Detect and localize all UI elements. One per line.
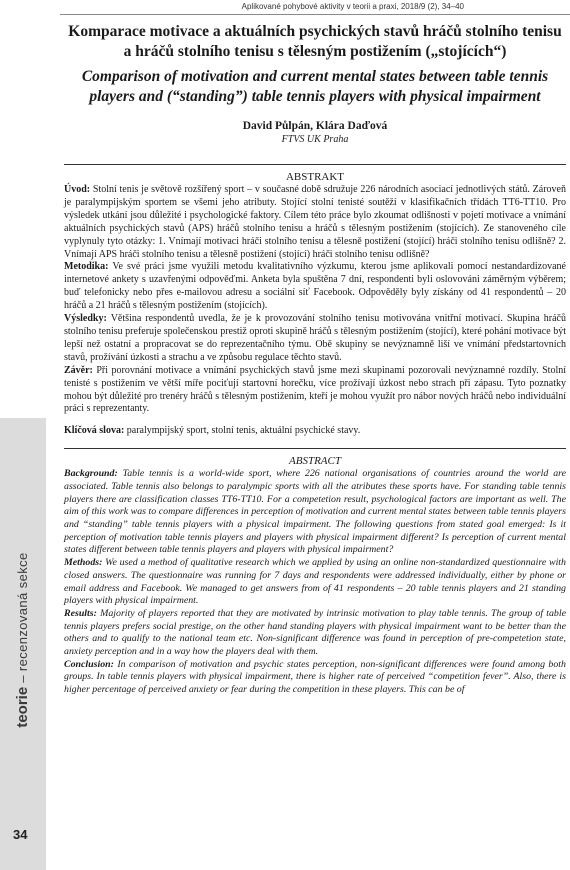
- authors: David Půlpán, Klára Daďová: [242, 120, 388, 132]
- metodika-label: Metodika:: [64, 261, 109, 273]
- abstract-heading: ABSTRACT: [64, 448, 566, 468]
- article-content: [64, 22, 566, 697]
- abstract-body: [64, 468, 566, 697]
- conclusion-label: Conclusion:: [64, 658, 114, 670]
- klicova-label: Klíčová slova:: [64, 425, 125, 437]
- section-label: [14, 552, 32, 727]
- abstract-background: [64, 468, 566, 557]
- page-number: 34: [13, 827, 28, 842]
- abstrakt-body: [64, 184, 566, 438]
- uvod-text: Stolní tenis je světově rozšířený sport – v současné době sdružuje 226 národních asociací jednotlivých států. Zároveň je paralympijským sportem se všemi jeho atributy. Stojící stolní tenisté soutěží v klasifikačních třídách TT6-TT10. Pro výsledek utkání jsou důležité i psychologické faktory. Cílem této práce bylo zkoumat odlišnosti v pojetí motivace a vnímání aktuálních psychických stavů (APS) hráčů stolního tenisu a hráčů s tělesným postižením (stojících). Ze stanoveného cíle vyplynuly tyto otázky: 1. Vnímají motivaci hráči stolního tenisu a tělesně postižení (stojící) hráči stolního tenisu odlišně? 2. Vnímají APS hráči stolního tenisu a tělesně postižení (stojící) hráči stolního tenisu odlišně?: [64, 184, 566, 260]
- background-label: Background:: [64, 468, 118, 480]
- vysledky-text: Většina respondentů uvedla, že je k provozování stolního tenisu motivována vnitřní motivací. Skupina hráčů stolního tenisu preferuje společenskou prestiž oproti skupině hráčů s tělesným postižením (stojící), které pohání motivace být lepší než ostatní a propracovat se do reprezentačního týmu. Obě skupiny se nevýznamně liší ve vnímání předstartovních stavů, prožívání úzkosti a strachu a ve způsobu regulace těchto stavů.: [64, 313, 566, 363]
- zaver-label: Závěr:: [64, 364, 93, 376]
- running-header: [0, 0, 570, 14]
- abstrakt-zaver: [64, 365, 566, 417]
- conclusion-text: In comparison of motivation and psychic states perception, non-significant differences were found among both groups. In table tennis players with physical impairment, there is higher rate of perceived “competition fever”. Also, there is higher percentage of perceived anxiety or fear during the competition in these players. This can be of: [64, 658, 566, 696]
- klicova-text: paralympijský sport, stolní tenis, aktuální psychické stavy.: [124, 425, 361, 437]
- title-english: Comparison of motivation and current mental states between table tennis players and (“standing”) table tennis players with physical impairment: [81, 68, 549, 105]
- results-label: Results:: [64, 607, 97, 619]
- abstrakt-keywords: [64, 425, 566, 438]
- abstract-conclusion: [64, 659, 566, 697]
- vysledky-label: Výsledky:: [64, 313, 107, 325]
- abstract-results: [64, 608, 566, 659]
- title-czech: Komparace motivace a aktuálních psychických stavů hráčů stolního tenisu a hráčů stolního tenisu s tělesným postižením („stojících“): [68, 23, 562, 60]
- abstrakt-vysledky: [64, 313, 566, 365]
- section-label-bold: teorie: [14, 686, 31, 728]
- affiliation: FTVS UK Praha: [281, 134, 349, 145]
- results-text: Majority of players reported that they are motivated by intrinsic motivation to play table tennis. The group of table tennis players prefers social prestige, on the other hand standing players with physical impairment want to be better than the others and to qualify to the national team etc. Non-significant difference was found in perception of pre-competetion state, anxiety perception and in a way how the players deal with them.: [64, 607, 566, 658]
- methods-text: We used a method of qualitative research which we applied by using an online non-standardized questionnaire with closed answers. The questionnaire was running for 7 days and respondents were addressed individually, either by phone or email address and Facebook. We managed to get answers from of 41 respondents – 20 table tennis players and 21 standing players with physical impairment.: [64, 557, 566, 607]
- metodika-text: Ve své práci jsme využili metodu kvalitativního výzkumu, kterou jsme aplikovali pomocí nestandardizované internetové ankety s uzavřenými odpověďmi. Anketa byla spuštěna 7 dní, respondenti byli oslovováni záměrným výběrem; buď telefonicky nebo přes e-mailovou adresu a sociální síť Facebook. Odpověděly byly získány od 41 respondentů – 20 hráčů a 21 hráčů s tělesným postižením (stojících).: [64, 261, 566, 312]
- background-text: Table tennis is a world-wide sport, where 226 national organisations of countries around the world are associated. Table tennis also belongs to paralympic sports with all the atributes these sports have. For standing table tennis players there are classification classes TT6-TT10. For a competetion result, psychological factors are important as well. The aim of this work was to compare differences in perception of motivation and current mental states between table tennis players and “standing” table tennis players with a physical impairment. The following questions from stated goal emerged: Is it perception of motivation table tennis players and players with physical impairment different? Is perception of current mental states different between table tennis players and players with physical impairment?: [64, 468, 566, 556]
- abstrakt-metodika: [64, 261, 566, 313]
- abstrakt-uvod: [64, 184, 566, 261]
- header-rule: [60, 14, 570, 15]
- journal-citation: Aplikované pohybové aktivity v teorii a praxi, 2018/9 (2), 34–40: [241, 2, 464, 11]
- zaver-text: Při porovnání motivace a vnímání psychických stavů jsme mezi skupinami pozorovali nevýznamné rozdíly. Stolní tenisté s postižením ve větší míře pociťují startovní horečku, více prožívají úzkost nebo strach při zápasu. Tyto poznatky mohou být důležité pro trenéry hráčů s tělesným postižením, kteří je mohou využít pro nábor nových hráčů nebo individuální práci s reprezentanty.: [64, 364, 566, 415]
- uvod-label: Úvod:: [64, 184, 91, 195]
- abstrakt-heading: ABSTRAKT: [64, 164, 566, 184]
- abstract-methods: [64, 557, 566, 608]
- methods-label: Methods:: [64, 557, 103, 569]
- section-label-rest: – recenzovaná sekce: [15, 552, 30, 687]
